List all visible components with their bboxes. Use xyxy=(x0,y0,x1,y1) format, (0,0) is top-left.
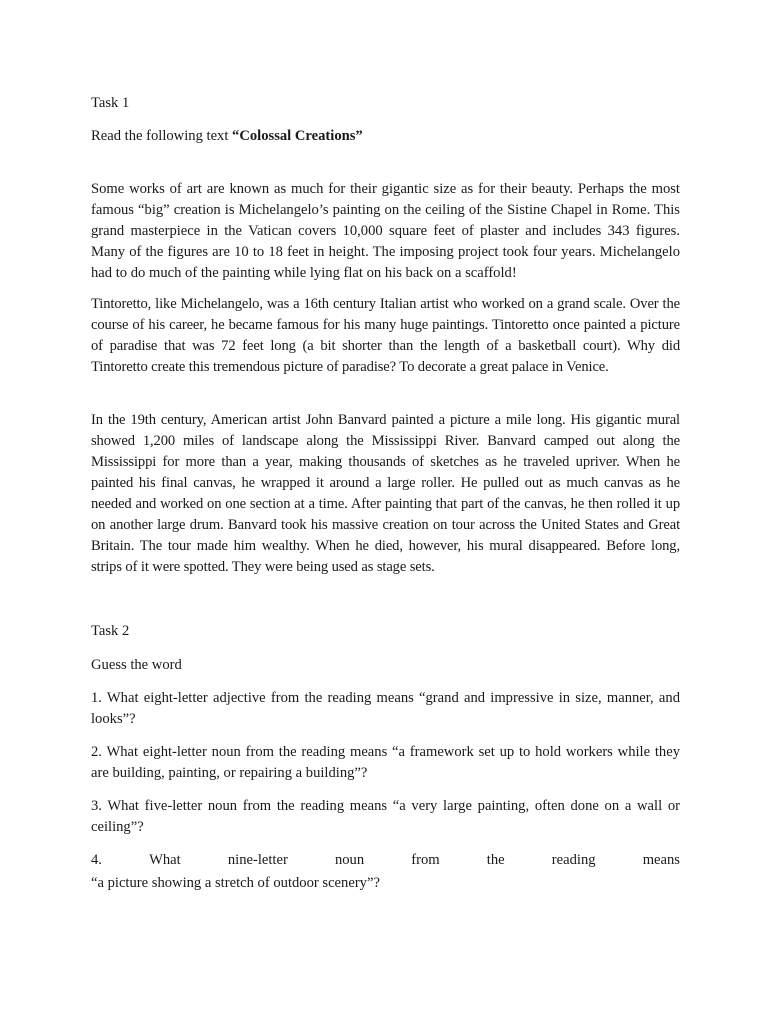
question-3: 3. What five-letter noun from the reading means “a very large painting, often done on a wall or ceiling”? xyxy=(91,798,680,835)
question-4-line1 xyxy=(91,850,680,870)
task2-heading: Task 2 xyxy=(91,623,130,639)
q4-word: nine-letter xyxy=(227,852,288,868)
task1-intro xyxy=(91,126,363,146)
q4-word: the xyxy=(486,852,505,868)
paragraph-2: Tintoretto, like Michelangelo, was a 16th century Italian artist who worked on a grand scale. Over the course of his career, he became famous for his many huge paintings. Tintoretto once painted a picture of paradise that was 72 feet long (a bit shorter than the length of a basketball court). Why did Tintoretto create this tremendous picture of paradise? To decorate a great palace in Venice. xyxy=(91,296,680,375)
q4-word: reading xyxy=(551,852,596,868)
q4-word: from xyxy=(411,852,440,868)
q4-word: What xyxy=(149,852,181,868)
q4-word: means xyxy=(642,852,680,868)
paragraph-1: Some works of art are known as much for their gigantic size as for their beauty. Perhaps the most famous “big” creation is Michelangelo’s painting on the ceiling of the Sistine Chapel in Rome. This grand masterpiece in the Vatican covers 10,000 square feet of plaster and includes 343 figures. Many of the figures are 10 to 18 feet in height. The imposing project took four years. Michelangelo had to do much of the painting while lying flat on his back on a scaffold! xyxy=(91,181,680,281)
task1-heading: Task 1 xyxy=(91,95,130,111)
question-4-line2: “a picture showing a stretch of outdoor scenery”? xyxy=(91,875,380,891)
question-1: 1. What eight-letter adjective from the reading means “grand and impressive in size, manner, and looks”? xyxy=(91,690,680,727)
task2-subheading: Guess the word xyxy=(91,657,182,673)
reading-title: “Colossal Creations” xyxy=(232,128,363,144)
q4-word: 4. xyxy=(91,852,102,868)
intro-prefix: Read the following text xyxy=(91,128,233,144)
question-2: 2. What eight-letter noun from the reading means “a framework set up to hold workers while they are building, painting, or repairing a building”? xyxy=(91,744,680,781)
paragraph-3: In the 19th century, American artist John Banvard painted a picture a mile long. His gigantic mural showed 1,200 miles of landscape along the Mississippi River. Banvard camped out along the Mississippi for more than a year, making thousands of sketches as he traveled upriver. When he painted his final canvas, he wrapped it around a large roller. He pulled out as much canvas as he needed and worked on one section at a time. After painting that part of the canvas, he then rolled it up on another large drum. Banvard took his massive creation on tour across the United States and Great Britain. The tour made him wealthy. When he died, however, his mural disappeared. Before long, strips of it were spotted. They were being used as stage sets. xyxy=(91,412,680,575)
q4-word: noun xyxy=(334,852,365,868)
